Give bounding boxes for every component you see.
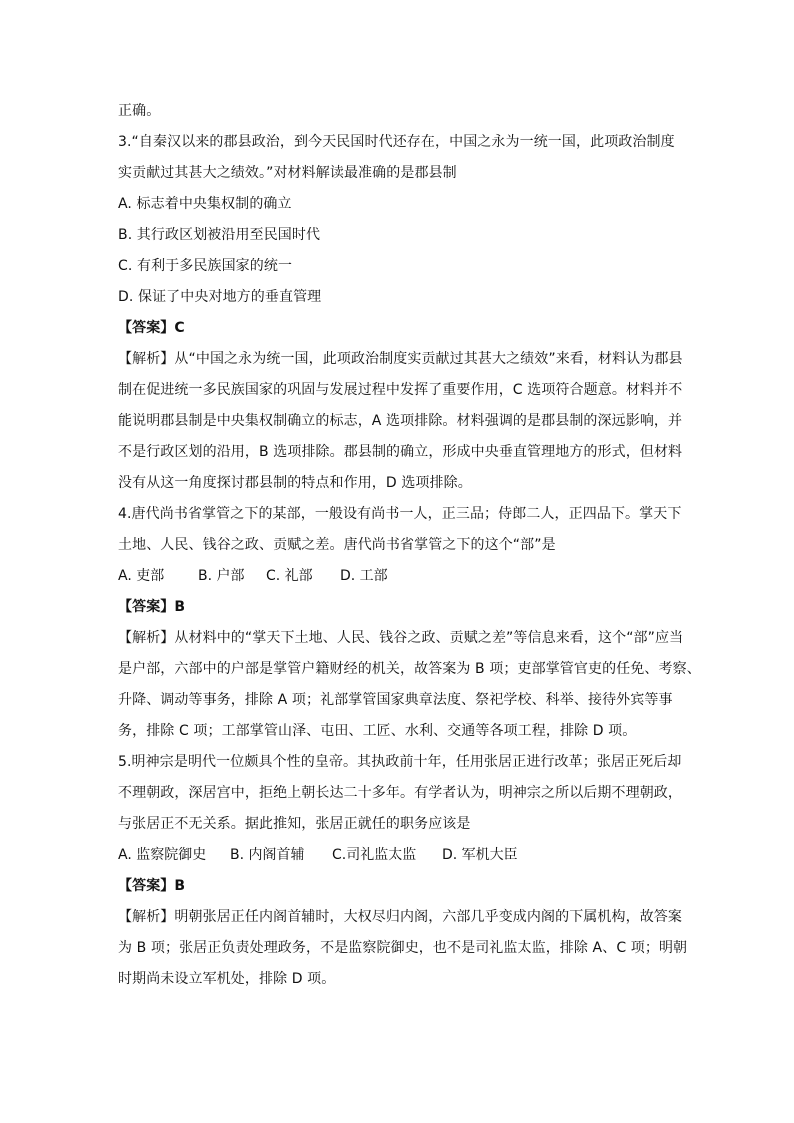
question-3-answer: 【答案】C	[118, 320, 185, 336]
question-5-options	[118, 840, 678, 871]
question-4-analysis: 务，排除 C 项；工部掌管山泽、屯田、工匠、水利、交通等各项工程，排除 D 项。	[118, 723, 637, 739]
question-4-stem-cont: 土地、人民、钱谷之政、贡赋之差。唐代尚书省掌管之下的这个“部”是	[118, 537, 556, 553]
question-3-option-a: A. 标志着中央集权制的确立	[118, 196, 292, 212]
question-5-analysis: 【解析】明朝张居正任内阁首辅时，大权尽归内阁，六部几乎变成内阁的下属机构，故答案	[118, 909, 682, 925]
question-3-analysis: 【解析】从“中国之永为统一国，此项政治制度实贡献过其甚大之绩效”来看，材料认为郡县	[118, 351, 683, 367]
question-5-analysis: 为 B 项；张居正负责处理政务，不是监察院御史，也不是司礼监太监，排除 A、C 项；明朝	[118, 940, 688, 956]
question-3-analysis: 能说明郡县制是中央集权制确立的标志，A 选项排除。材料强调的是郡县制的深远影响，并	[118, 413, 683, 429]
question-3-option-c: C. 有利于多民族国家的统一	[118, 258, 293, 274]
question-3-analysis: 不是行政区划的沿用，B 选项排除。郡县制的确立，形成中央垂直管理地方的形式，但材料	[118, 444, 683, 460]
question-3-stem: 3.“自秦汉以来的郡县政治，到今天民国时代还存在，中国之永为一统一国，此项政治制度	[118, 134, 675, 150]
question-4-option-c: C. 礼部	[266, 568, 313, 584]
question-5-analysis: 时期尚未设立军机处，排除 D 项。	[118, 971, 336, 987]
question-5-stem-cont: 不理朝政，深居宫中，拒绝上朝长达二十多年。有学者认为，明神宗之所以后期不理朝政，	[118, 785, 682, 801]
question-4-option-d: D. 工部	[340, 568, 388, 584]
question-5-stem: 5.明神宗是明代一位颇具个性的皇帝。其执政前十年，任用张居正进行改革；张居正死后却	[118, 754, 682, 770]
question-5-option-b: B. 内阁首辅	[230, 847, 305, 863]
question-4-stem: 4.唐代尚书省掌管之下的某部，一般设有尚书一人，正三品；侍郎二人，正四品下。掌天下	[118, 506, 682, 522]
question-5-answer: 【答案】B	[118, 878, 186, 894]
question-3-analysis: 没有从这一角度探讨郡县制的特点和作用，D 选项排除。	[118, 475, 472, 491]
question-5-option-d: D. 军机大臣	[442, 847, 518, 863]
document-page	[118, 96, 701, 995]
question-5-option-c: C.司礼监太监	[332, 847, 417, 863]
question-4-analysis: 是户部，六部中的户部是掌管户籍财经的机关，故答案为 B 项；吏部掌管官吏的任免、考察、	[118, 661, 701, 677]
question-3-stem-cont: 实贡献过其甚大之绩效。”对材料解读最准确的是郡县制	[118, 165, 457, 181]
question-4-analysis: 【解析】从材料中的“掌天下土地、人民、钱谷之政、贡赋之差”等信息来看，这个“部”应当	[118, 630, 684, 646]
text-line: 正确。	[118, 103, 161, 119]
question-3-analysis: 制在促进统一多民族国家的巩固与发展过程中发挥了重要作用，C 选项符合题意。材料并不	[118, 382, 683, 398]
question-4-option-b: B. 户部	[198, 568, 245, 584]
question-4-answer: 【答案】B	[118, 599, 186, 615]
question-4-options	[118, 561, 678, 592]
question-3-option-b: B. 其行政区划被沿用至民国时代	[118, 227, 321, 243]
question-3-option-d: D. 保证了中央对地方的垂直管理	[118, 289, 322, 305]
question-4-analysis: 升降、调动等事务，排除 A 项；礼部掌管国家典章法度、祭祀学校、科举、接待外宾等事	[118, 692, 673, 708]
question-5-stem-cont: 与张居正不无关系。据此推知，张居正就任的职务应该是	[118, 816, 471, 832]
question-4-option-a: A. 吏部	[118, 568, 165, 584]
question-5-option-a: A. 监察院御史	[118, 847, 207, 863]
